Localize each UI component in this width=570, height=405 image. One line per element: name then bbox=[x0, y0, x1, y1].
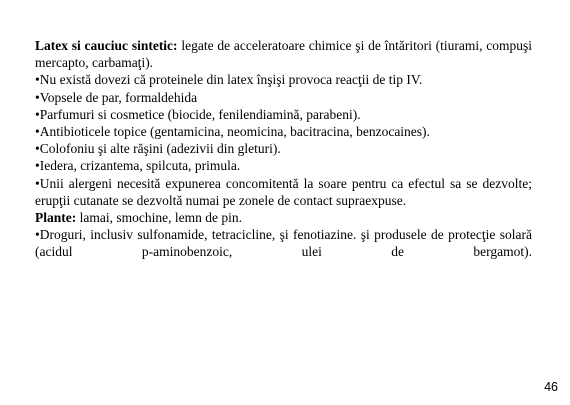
list-item: •Parfumuri si cosmetice (biocide, fenilendiamină, parabeni). bbox=[35, 106, 361, 122]
list-item: •Unii alergeni necesită expunerea concomitentă la soare pentru ca efectul sa se dezvolte; erupţii cutanate se dezvoltă numai pe zonele de contact supraexpuse. bbox=[35, 175, 532, 208]
list-item: •Antibioticele topice (gentamicina, neomicina, bacitracina, benzocaines). bbox=[35, 124, 430, 140]
latex-text: legate de acceleratoare chimice şi de întăritori (tiurami, compuşi mercapto, carbamaţi). bbox=[35, 38, 533, 71]
list-item: •Iedera, crizantema, spilcuta, primula. bbox=[35, 158, 241, 174]
list-item-drugs: •Droguri, inclusiv sulfonamide, tetracicline, şi fenotiazine. şi produsele de protecţie solară (acidul p-aminobenzoic, ulei de bergamot). bbox=[35, 227, 532, 260]
plants-text: lamai, smochine, lemn de pin. bbox=[76, 210, 242, 226]
latex-paragraph bbox=[35, 37, 532, 71]
page-number: 46 bbox=[544, 380, 558, 394]
slide-body bbox=[35, 37, 532, 261]
plants-paragraph bbox=[35, 209, 532, 226]
list-item: •Vopsele de par, formaldehida bbox=[35, 89, 198, 105]
list-item: •Colofoniu şi alte răşini (adezivii din gleturi). bbox=[35, 141, 281, 157]
plants-heading: Plante: bbox=[35, 210, 77, 226]
latex-heading: Latex si cauciuc sintetic: bbox=[35, 38, 178, 53]
list-item: •Nu există dovezi că proteinele din latex înşişi provoca reacţii de tip IV. bbox=[35, 72, 423, 88]
